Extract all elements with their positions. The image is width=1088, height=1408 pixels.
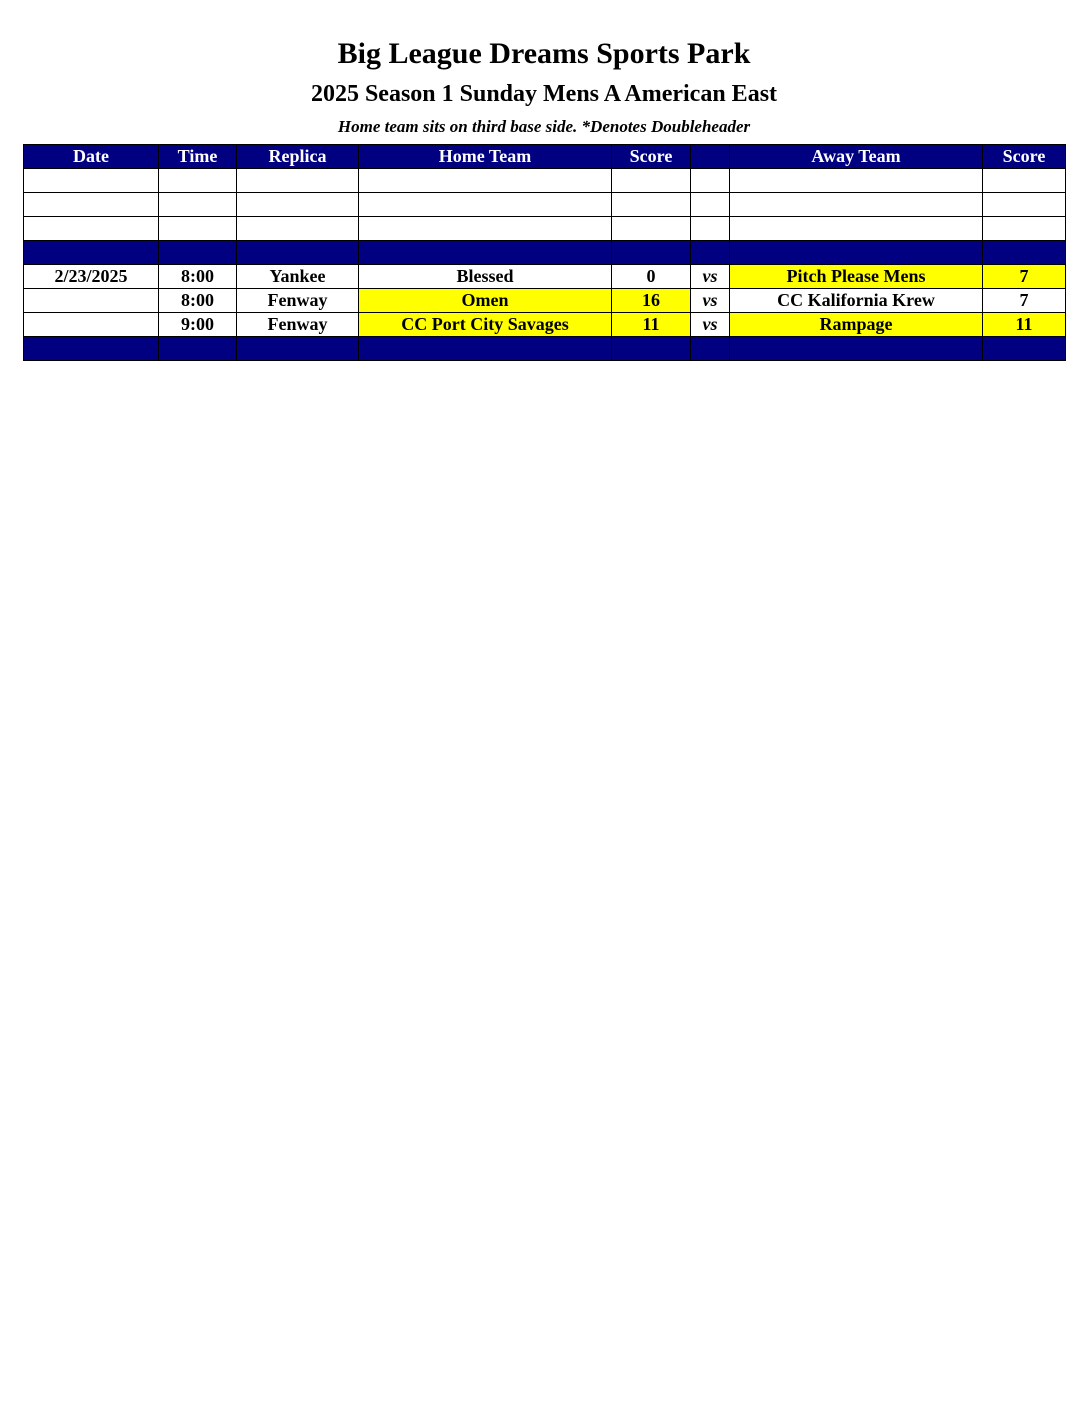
game-row [24,265,1066,289]
empty-row [24,193,1066,217]
column-header-replica: Replica [237,145,359,169]
vs-label: vs [691,313,730,337]
away-score: 7 [983,289,1066,313]
schedule-note: Home team sits on third base side. *Denotes Doubleheader [337,117,751,136]
column-header-home-score: Score [612,145,691,169]
vs-label: vs [691,289,730,313]
game-time: 8:00 [159,289,237,313]
away-score: 7 [983,265,1066,289]
home-score: 16 [612,289,691,313]
away-team: Pitch Please Mens [730,265,983,289]
schedule-table [23,144,1066,361]
empty-row [24,217,1066,241]
game-row [24,313,1066,337]
column-header-away-team: Away Team [730,145,983,169]
divider-band [24,241,1066,265]
page-title: Big League Dreams Sports Park [337,37,751,70]
game-time: 8:00 [159,265,237,289]
game-replica: Yankee [237,265,359,289]
home-score: 11 [612,313,691,337]
game-replica: Fenway [237,289,359,313]
game-date [24,289,159,313]
column-header-home-team: Home Team [359,145,612,169]
game-date: 2/23/2025 [24,265,159,289]
away-team: CC Kalifornia Krew [730,289,983,313]
home-team: CC Port City Savages [359,313,612,337]
vs-label: vs [691,265,730,289]
page-subtitle: 2025 Season 1 Sunday Mens A American East [310,81,778,107]
game-date [24,313,159,337]
game-row [24,289,1066,313]
game-replica: Fenway [237,313,359,337]
home-team: Blessed [359,265,612,289]
column-header-away-score: Score [983,145,1066,169]
table-header-row [24,145,1066,169]
column-header-vs [691,145,730,169]
divider-band [24,337,1066,361]
away-team: Rampage [730,313,983,337]
home-team: Omen [359,289,612,313]
game-time: 9:00 [159,313,237,337]
home-score: 0 [612,265,691,289]
column-header-date: Date [24,145,159,169]
away-score: 11 [983,313,1066,337]
empty-row [24,169,1066,193]
column-header-time: Time [159,145,237,169]
